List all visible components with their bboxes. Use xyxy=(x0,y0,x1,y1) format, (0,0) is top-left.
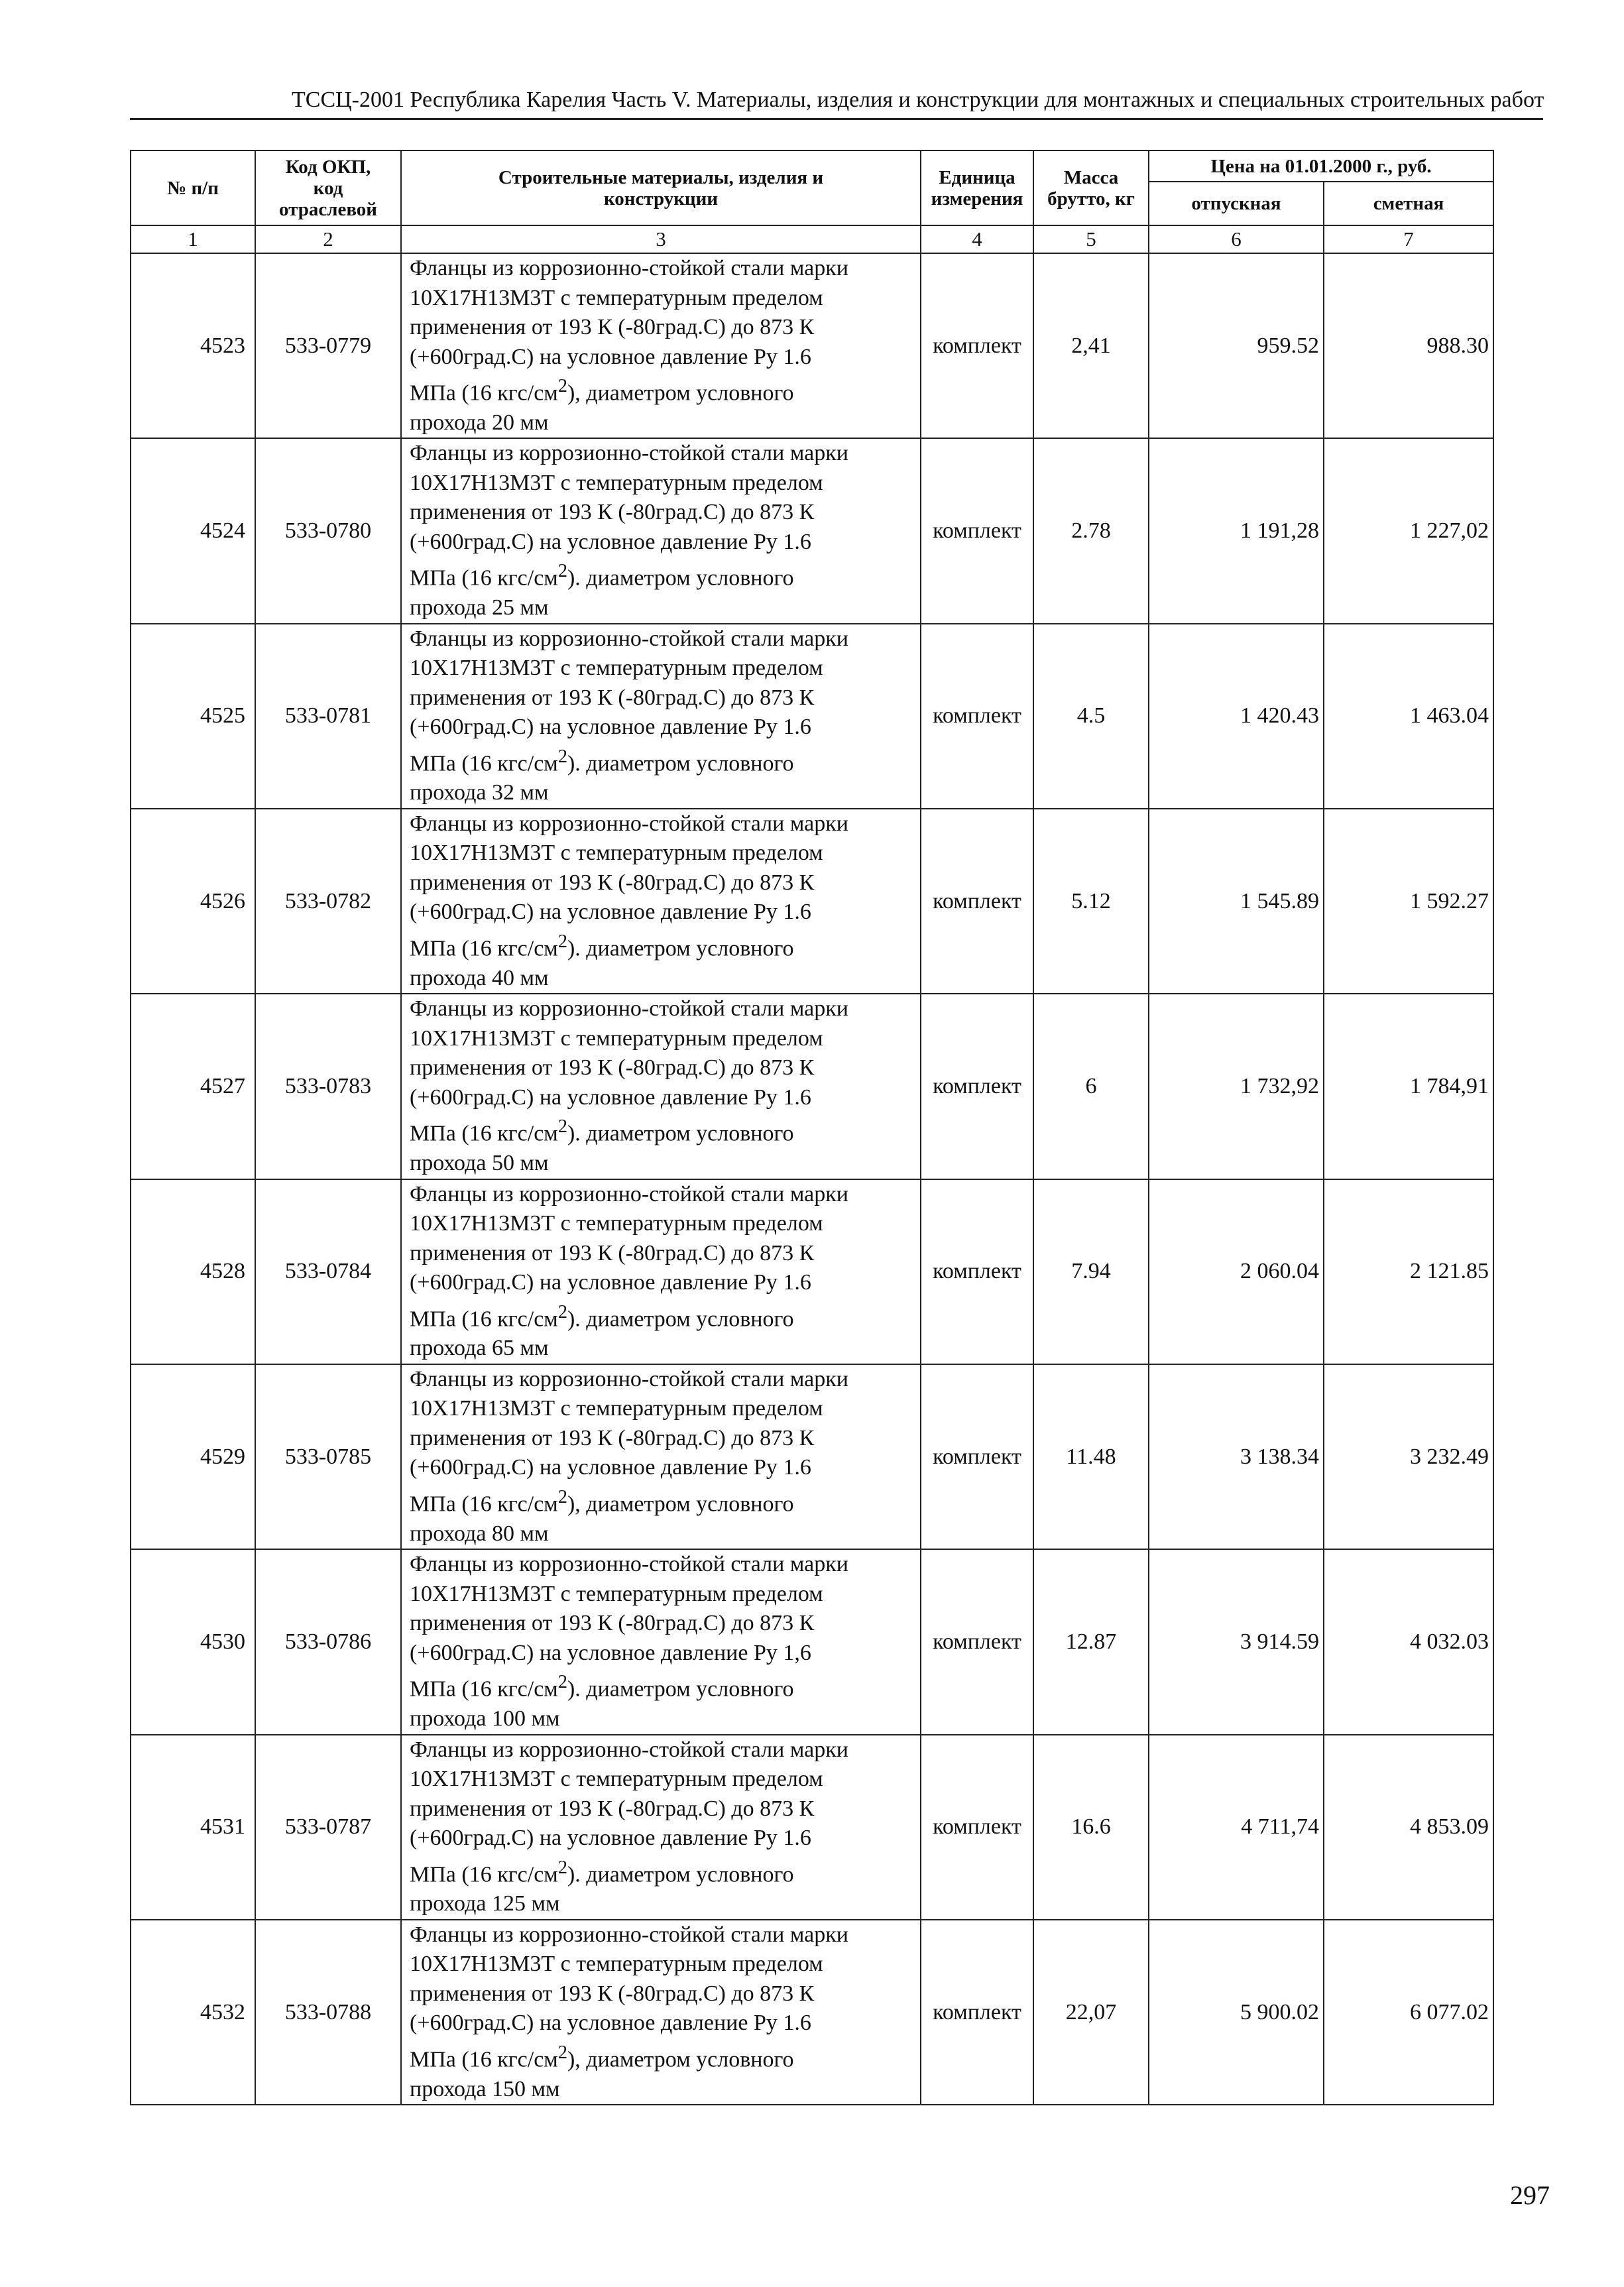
desc-line: Фланцы из коррозионно-стойкой стали марки xyxy=(410,996,848,1022)
desc-superscript: 2 xyxy=(557,1672,567,1693)
desc-line: (+600град.С) на условное давление Ру 1.6 xyxy=(410,1270,811,1295)
header-name xyxy=(401,150,921,225)
desc-line: 10Х17Н13М3Т с температурным пределом xyxy=(410,1952,823,1977)
column-number: 6 xyxy=(1149,225,1324,253)
header-unit-line: Единица xyxy=(939,166,1015,188)
column-number: 1 xyxy=(131,225,255,253)
desc-line: 10Х17Н13М3Т с температурным пределом xyxy=(410,1026,823,1051)
header-name-line: конструкции xyxy=(603,188,719,209)
desc-superscript: 2 xyxy=(557,1486,567,1507)
item-description xyxy=(401,1364,921,1549)
desc-superscript: 2 xyxy=(557,1301,567,1322)
header-unit-line: измерения xyxy=(931,188,1023,209)
desc-line: МПа (16 кгс/см xyxy=(410,1306,558,1331)
page-number: 297 xyxy=(1510,2180,1550,2210)
header-rule xyxy=(130,118,1543,120)
desc-line: ). диаметром условного xyxy=(567,565,794,591)
item-number: 4531 xyxy=(131,1735,255,1920)
header-mass xyxy=(1033,150,1149,225)
desc-line: МПа (16 кгс/см xyxy=(410,565,558,591)
table-row xyxy=(131,438,1493,623)
desc-line: Фланцы из коррозионно-стойкой стали марки xyxy=(410,626,848,651)
item-unit: комплект xyxy=(921,253,1033,438)
desc-line: (+600град.С) на условное давление Ру 1.6 xyxy=(410,1455,811,1480)
desc-line: МПа (16 кгс/см xyxy=(410,1676,558,1702)
desc-superscript: 2 xyxy=(557,931,567,952)
header-price-estimate: сметная xyxy=(1324,182,1493,225)
item-mass: 11.48 xyxy=(1033,1364,1149,1549)
desc-line: ), диаметром условного xyxy=(567,381,794,406)
table-row xyxy=(131,809,1493,994)
desc-line: применения от 193 К (-80град.С) до 873 К xyxy=(410,870,815,895)
item-code: 533-0784 xyxy=(255,1179,401,1364)
desc-line: применения от 193 К (-80град.С) до 873 К xyxy=(410,1055,815,1081)
desc-line: (+600град.С) на условное давление Ру 1.6 xyxy=(410,715,811,740)
item-description xyxy=(401,994,921,1179)
table-row xyxy=(131,1364,1493,1549)
item-price-estimate: 4 853.09 xyxy=(1324,1735,1493,1920)
header-name-line: Строительные материалы, изделия и xyxy=(498,166,824,188)
item-description xyxy=(401,1735,921,1920)
desc-line: 10Х17Н13М3Т с температурным пределом xyxy=(410,656,823,681)
desc-line: (+600град.С) на условное давление Ру 1.6 xyxy=(410,1085,811,1110)
desc-line: МПа (16 кгс/см xyxy=(410,750,558,776)
item-code: 533-0780 xyxy=(255,438,401,623)
desc-superscript: 2 xyxy=(557,746,567,767)
item-mass: 4.5 xyxy=(1033,624,1149,809)
table-row xyxy=(131,1920,1493,2105)
item-price-release: 5 900.02 xyxy=(1149,1920,1324,2105)
desc-superscript: 2 xyxy=(557,1116,567,1138)
desc-line: Фланцы из коррозионно-стойкой стали марки xyxy=(410,1181,848,1206)
item-price-estimate: 6 077.02 xyxy=(1324,1920,1493,2105)
desc-line: ). диаметром условного xyxy=(567,1306,794,1331)
desc-line: Фланцы из коррозионно-стойкой стали марки xyxy=(410,1737,848,1762)
item-price-estimate: 1 784,91 xyxy=(1324,994,1493,1179)
column-number-row xyxy=(131,225,1493,253)
desc-line: прохода 80 мм xyxy=(410,1521,549,1546)
item-number: 4523 xyxy=(131,253,255,438)
column-number: 7 xyxy=(1324,225,1493,253)
desc-line: МПа (16 кгс/см xyxy=(410,1492,558,1517)
header-num: № п/п xyxy=(131,150,255,225)
desc-line: прохода 25 мм xyxy=(410,595,549,620)
desc-line: применения от 193 К (-80град.С) до 873 К xyxy=(410,1240,815,1265)
item-description xyxy=(401,1549,921,1734)
desc-line: (+600град.С) на условное давление Ру 1.6 xyxy=(410,344,811,369)
desc-line: (+600град.С) на условное давление Ру 1.6 xyxy=(410,529,811,554)
item-unit: комплект xyxy=(921,994,1033,1179)
item-description xyxy=(401,253,921,438)
header-code-line: код xyxy=(313,177,343,199)
item-description xyxy=(401,1179,921,1364)
item-unit: комплект xyxy=(921,1364,1033,1549)
item-mass: 2,41 xyxy=(1033,253,1149,438)
desc-line: прохода 32 мм xyxy=(410,780,549,805)
desc-line: МПа (16 кгс/см xyxy=(410,1121,558,1146)
desc-line: МПа (16 кгс/см xyxy=(410,936,558,961)
item-mass: 7.94 xyxy=(1033,1179,1149,1364)
table-row xyxy=(131,624,1493,809)
item-unit: комплект xyxy=(921,809,1033,994)
item-price-estimate: 3 232.49 xyxy=(1324,1364,1493,1549)
item-code: 533-0785 xyxy=(255,1364,401,1549)
header-price-release: отпускная xyxy=(1149,182,1324,225)
desc-line: МПа (16 кгс/см xyxy=(410,2047,558,2072)
price-table xyxy=(130,150,1494,2105)
desc-line: (+600град.С) на условное давление Ру 1,6 xyxy=(410,1640,811,1665)
table-row xyxy=(131,1735,1493,1920)
desc-line: ). диаметром условного xyxy=(567,1676,794,1702)
item-description xyxy=(401,1920,921,2105)
item-price-release: 3 914.59 xyxy=(1149,1549,1324,1734)
item-price-estimate: 2 121.85 xyxy=(1324,1179,1493,1364)
desc-line: применения от 193 К (-80град.С) до 873 К xyxy=(410,1425,815,1450)
item-price-estimate: 1 227,02 xyxy=(1324,438,1493,623)
desc-line: применения от 193 К (-80град.С) до 873 К xyxy=(410,1611,815,1636)
item-description xyxy=(401,809,921,994)
item-mass: 22,07 xyxy=(1033,1920,1149,2105)
desc-line: ). диаметром условного xyxy=(567,1121,794,1146)
header-code-line: отраслевой xyxy=(278,198,378,220)
item-number: 4530 xyxy=(131,1549,255,1734)
column-number: 5 xyxy=(1033,225,1149,253)
item-mass: 5.12 xyxy=(1033,809,1149,994)
item-code: 533-0788 xyxy=(255,1920,401,2105)
header-unit xyxy=(921,150,1033,225)
desc-line: Фланцы из коррозионно-стойкой стали марки xyxy=(410,811,848,836)
desc-line: применения от 193 К (-80град.С) до 873 К xyxy=(410,1981,815,2006)
item-description xyxy=(401,438,921,623)
desc-line: Фланцы из коррозионно-стойкой стали марки xyxy=(410,441,848,466)
desc-line: Фланцы из коррозионно-стойкой стали марки xyxy=(410,1552,848,1577)
running-header: ТССЦ-2001 Республика Карелия Часть V. Материалы, изделия и конструкции для монтажных и специальных строительных работ xyxy=(292,88,1544,112)
column-number: 4 xyxy=(921,225,1033,253)
item-price-estimate: 4 032.03 xyxy=(1324,1549,1493,1734)
desc-line: ). диаметром условного xyxy=(567,1861,794,1887)
desc-line: прохода 65 мм xyxy=(410,1336,549,1361)
item-price-release: 3 138.34 xyxy=(1149,1364,1324,1549)
desc-line: ). диаметром условного xyxy=(567,750,794,776)
desc-line: 10Х17Н13М3Т с температурным пределом xyxy=(410,1581,823,1606)
item-number: 4529 xyxy=(131,1364,255,1549)
desc-line: МПа (16 кгс/см xyxy=(410,381,558,406)
item-price-release: 1 420.43 xyxy=(1149,624,1324,809)
desc-superscript: 2 xyxy=(557,1857,567,1878)
table-row xyxy=(131,253,1493,438)
item-price-estimate: 988.30 xyxy=(1324,253,1493,438)
desc-line: применения от 193 К (-80град.С) до 873 К xyxy=(410,500,815,525)
header-code xyxy=(255,150,401,225)
item-mass: 12.87 xyxy=(1033,1549,1149,1734)
desc-line: (+600град.С) на условное давление Ру 1.6 xyxy=(410,2011,811,2036)
item-unit: комплект xyxy=(921,438,1033,623)
desc-line: Фланцы из коррозионно-стойкой стали марки xyxy=(410,256,848,280)
desc-line: прохода 50 мм xyxy=(410,1151,549,1176)
desc-line: ), диаметром условного xyxy=(567,1492,794,1517)
item-number: 4527 xyxy=(131,994,255,1179)
table-row xyxy=(131,994,1493,1179)
desc-line: прохода 40 мм xyxy=(410,965,549,990)
item-price-release: 1 191,28 xyxy=(1149,438,1324,623)
item-mass: 2.78 xyxy=(1033,438,1149,623)
column-number: 2 xyxy=(255,225,401,253)
item-price-release: 1 545.89 xyxy=(1149,809,1324,994)
item-number: 4524 xyxy=(131,438,255,623)
desc-line: 10Х17Н13М3Т с температурным пределом xyxy=(410,841,823,866)
table-row xyxy=(131,1549,1493,1734)
item-number: 4532 xyxy=(131,1920,255,2105)
item-mass: 6 xyxy=(1033,994,1149,1179)
desc-superscript: 2 xyxy=(557,2042,567,2063)
desc-line: применения от 193 К (-80град.С) до 873 К xyxy=(410,1796,815,1821)
desc-line: Фланцы из коррозионно-стойкой стали марки xyxy=(410,1922,848,1947)
desc-superscript: 2 xyxy=(557,376,567,396)
item-code: 533-0781 xyxy=(255,624,401,809)
desc-line: 10Х17Н13М3Т с температурным пределом xyxy=(410,470,823,495)
desc-superscript: 2 xyxy=(557,561,567,582)
item-number: 4528 xyxy=(131,1179,255,1364)
desc-line: (+600град.С) на условное давление Ру 1.6 xyxy=(410,1826,811,1851)
item-price-release: 959.52 xyxy=(1149,253,1324,438)
desc-line: Фланцы из коррозионно-стойкой стали марки xyxy=(410,1366,848,1391)
item-code: 533-0783 xyxy=(255,994,401,1179)
desc-line: применения от 193 К (-80град.С) до 873 К xyxy=(410,685,815,710)
desc-line: ), диаметром условного xyxy=(567,2047,794,2072)
desc-line: прохода 150 мм xyxy=(410,2076,560,2101)
desc-line: 10Х17Н13М3Т с температурным пределом xyxy=(410,1396,823,1421)
desc-line: 10Х17Н13М3Т с температурным пределом xyxy=(410,285,823,310)
item-description xyxy=(401,624,921,809)
desc-line: прохода 100 мм xyxy=(410,1706,560,1731)
desc-line: 10Х17Н13М3Т с температурным пределом xyxy=(410,1767,823,1792)
desc-line: (+600град.С) на условное давление Ру 1.6 xyxy=(410,900,811,925)
item-price-estimate: 1 592.27 xyxy=(1324,809,1493,994)
item-number: 4526 xyxy=(131,809,255,994)
item-code: 533-0787 xyxy=(255,1735,401,1920)
item-price-release: 2 060.04 xyxy=(1149,1179,1324,1364)
item-unit: комплект xyxy=(921,1179,1033,1364)
desc-line: ). диаметром условного xyxy=(567,936,794,961)
item-mass: 16.6 xyxy=(1033,1735,1149,1920)
column-number: 3 xyxy=(401,225,921,253)
header-price-group: Цена на 01.01.2000 г., руб. xyxy=(1149,150,1493,182)
desc-line: применения от 193 К (-80град.С) до 873 К xyxy=(410,315,815,339)
item-price-estimate: 1 463.04 xyxy=(1324,624,1493,809)
header-mass-line: брутто, кг xyxy=(1047,188,1135,209)
table-row xyxy=(131,1179,1493,1364)
item-unit: комплект xyxy=(921,1920,1033,2105)
item-unit: комплект xyxy=(921,1735,1033,1920)
desc-line: прохода 125 мм xyxy=(410,1891,560,1916)
desc-line: МПа (16 кгс/см xyxy=(410,1861,558,1887)
item-unit: комплект xyxy=(921,624,1033,809)
item-code: 533-0779 xyxy=(255,253,401,438)
item-code: 533-0786 xyxy=(255,1549,401,1734)
item-price-release: 1 732,92 xyxy=(1149,994,1324,1179)
item-unit: комплект xyxy=(921,1549,1033,1734)
item-number: 4525 xyxy=(131,624,255,809)
desc-line: прохода 20 мм xyxy=(410,410,549,435)
desc-line: 10Х17Н13М3Т с температурным пределом xyxy=(410,1211,823,1236)
header-mass-line: Масса xyxy=(1063,166,1119,188)
header-code-line: Код ОКП, xyxy=(285,156,371,178)
item-price-release: 4 711,74 xyxy=(1149,1735,1324,1920)
item-code: 533-0782 xyxy=(255,809,401,994)
